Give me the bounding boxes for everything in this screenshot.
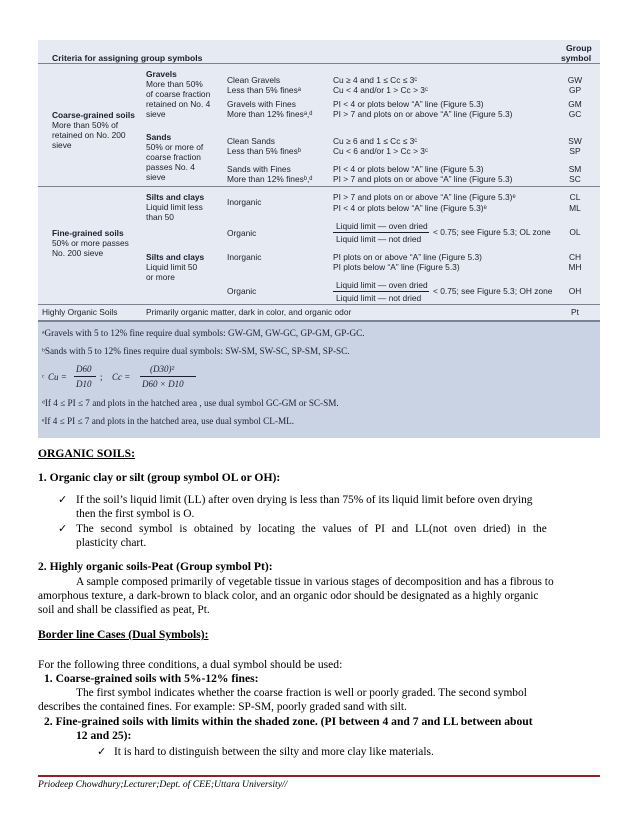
ratio-numerator: Liquid limit — oven dried [336,280,428,290]
para-organic-clay: 1. Organic clay or silt (group symbol OL or OH): [38,471,281,484]
row-criteria: PI < 4 or plots below “A” line (Figure 5.3) [333,99,484,109]
row-category: Clean Sands [227,136,275,146]
gravels-line: of coarse fraction [146,89,211,99]
row-symbol: SP [569,146,581,156]
cc-denominator: D60 × D10 [142,379,184,389]
checkmark-icon: ✓ [58,523,68,535]
table-rule [38,186,600,187]
row-criteria: Cu < 6 and/or 1 > Cc > 3ᶜ [333,146,428,156]
row-category: Clean Gravels [227,75,281,85]
uscs-table [38,40,600,322]
gravels-title: Gravels [146,69,177,79]
organic-label: Organic [227,228,257,238]
row-symbol: GM [568,99,582,109]
cu-numerator: D60 [76,364,92,374]
ratio-tail: < 0.75; see Figure 5.3; OH zone [433,286,553,296]
silts-clays-title: Silts and clays [146,192,205,202]
silts-clays-line: Liquid limit 50 [146,262,198,272]
row-criteria: Cu ≥ 6 and 1 ≤ Cc ≤ 3ᶜ [333,136,418,146]
gravels-line: More than 50% [146,79,203,89]
borderline-intro: For the following three conditions, a dual symbol should be used: [38,658,343,671]
ratio-tail: < 0.75; see Figure 5.3; OL zone [433,227,551,237]
case-2-title: 2. Fine-grained soils with limits within the shaded zone. (PI between 4 and 7 and LL between about [44,715,533,728]
case-2-title-cont: 12 and 25): [76,729,132,742]
checkmark-icon: ✓ [58,494,68,506]
table-header-criteria: Criteria for assigning group symbols [52,53,203,63]
row-symbol: OH [568,286,582,296]
cc-label: Cc = [112,372,131,382]
sands-line: passes No. 4 [146,162,195,172]
row-symbol: GW [567,75,583,85]
row-criteria: PI < 4 or plots below “A” line (Figure 5.3) [333,164,484,174]
peat-text: A sample composed primarily of vegetable tissue in various stages of decomposition and has a fibrous to [76,576,554,588]
row-symbol: Pt [571,307,579,317]
peat-text: soil and shall be classified as peat, Pt. [38,604,210,616]
row-symbol: MH [568,262,582,272]
table-rule [38,63,600,64]
row-category: Less than 5% finesᵇ [227,146,301,156]
formula-sep: ; [100,372,103,382]
checkmark-icon: ✓ [97,746,107,758]
gravels-line: retained on No. 4 [146,99,211,109]
inorganic-label: Inorganic [227,252,262,262]
row-symbol: GC [568,109,582,119]
highly-organic-desc: Primarily organic matter, dark in color, and organic odor [146,307,352,317]
row-category: More than 12% finesᵃ,ᵈ [227,109,313,119]
row-symbol: SW [568,136,582,146]
silts-clays-line: Liquid limit less [146,202,203,212]
footer-rule [38,775,600,777]
row-symbol: CL [569,192,581,202]
row-criteria: Cu ≥ 4 and 1 ≤ Cc ≤ 3ᶜ [333,75,418,85]
row-criteria: PI plots on or above “A” line (Figure 5.3) [333,252,482,262]
sands-line: 50% or more of [146,142,204,152]
case-2-text: It is hard to distinguish between the silty and more clay like materials. [114,746,434,758]
row-symbol: OL [569,227,581,237]
row-category: More than 12% finesᵇ,ᵈ [227,174,313,184]
table-rule [38,304,600,305]
coarse-line: More than 50% of [52,120,119,130]
case-1-text: The first symbol indicates whether the coarse fraction is well or poorly graded. The second symbol [76,687,527,699]
cc-bar [140,376,196,377]
row-symbol: SM [568,164,582,174]
silts-clays-title: Silts and clays [146,252,205,262]
footnote-a: ᵃGravels with 5 to 12% fine require dual symbols: GW-GM, GW-GC, GP-GM, GP-GC. [42,328,365,338]
row-criteria: PI > 7 and plots on or above “A” line (Figure 5.3) [333,174,513,184]
fine-title: Fine-grained soils [52,228,124,238]
cu-bar [74,376,96,377]
case-1-text: describes the contained fines. For example: SP-SM, poorly graded sand with silt. [38,701,407,713]
cu-denominator: D10 [76,379,92,389]
heading-borderline: Border line Cases (Dual Symbols): [38,628,209,641]
para-peat: 2. Highly organic soils-Peat (Group symbol Pt): [38,560,273,573]
gravels-line: sieve [146,109,166,119]
footnote-d: ᵈIf 4 ≤ PI ≤ 7 and plots in the hatched area , use dual symbol GC-GM or SC-SM. [42,398,339,408]
sands-title: Sands [146,132,172,142]
table-header-group: Group [566,43,592,53]
fine-line: 50% or more passes [52,238,129,248]
row-criteria: PI < 4 or plots below “A” line (Figure 5.3)ᵉ [333,203,487,213]
table-header-symbol: symbol [561,53,592,63]
cc-numerator: (D30)² [150,364,175,374]
heading-organic-soils: ORGANIC SOILS: [38,447,135,460]
coarse-line: sieve [52,140,72,150]
table-footnotes [38,322,600,438]
inorganic-label: Inorganic [227,197,262,207]
coarse-title: Coarse-grained soils [52,110,135,120]
row-criteria: PI > 7 and plots on or above “A” line (Figure 5.3)ᵉ [333,192,516,202]
cu-cc-formula [42,362,302,396]
row-category: Gravels with Fines [227,99,296,109]
silts-clays-line: than 50 [146,212,174,222]
footnote-e: ᵉIf 4 ≤ PI ≤ 7 and plots in the hatched area, use dual symbol CL-ML. [42,416,295,426]
sands-line: coarse fraction [146,152,201,162]
bullet-text: The second symbol is obtained by locating the values of PI and LL(not oven dried) in the [76,523,547,535]
ratio-denominator: Liquid limit — not dried [336,293,422,303]
ratio-bar [333,232,429,233]
row-symbol: ML [569,203,581,213]
row-criteria: Cu < 4 and/or 1 > Cc > 3ᶜ [333,85,428,95]
bullet-text: If the soil’s liquid limit (LL) after oven drying is less than 75% of its liquid limit before oven drying [76,494,533,506]
cu-label: Cu = [48,372,67,382]
row-category: Less than 5% finesᵃ [227,85,301,95]
silts-clays-line: or more [146,272,175,282]
classification-table-figure [38,40,600,438]
row-criteria: PI plots below “A” line (Figure 5.3) [333,262,460,272]
coarse-line: retained on No. 200 [52,130,126,140]
fine-line: No. 200 sieve [52,248,104,258]
row-symbol: GP [568,85,582,95]
ratio-denominator: Liquid limit — not dried [336,234,422,244]
bullet-text: plasticity chart. [76,537,147,549]
page-footer: Priodeep Chowdhury;Lecturer;Dept. of CEE;Uttara University// [38,779,288,790]
row-symbol: CH [568,252,582,262]
sands-line: sieve [146,172,166,182]
ratio-numerator: Liquid limit — oven dried [336,221,428,231]
row-category: Sands with Fines [227,164,291,174]
case-1-title: 1. Coarse-grained soils with 5%-12% fines: [44,672,259,685]
ratio-bar [333,291,429,292]
footnote-b: ᵇSands with 5 to 12% fines require dual symbols: SW-SM, SW-SC, SP-SM, SP-SC. [42,346,350,356]
formula-marker: ᶜ [42,372,45,382]
peat-text: amorphous texture, a dark-brown to black color, and an organic odor should be designated as a highly organic [38,590,539,602]
bullet-text: then the first symbol is O. [76,508,195,520]
row-symbol: SC [569,174,581,184]
row-criteria: PI > 7 and plots on or above “A” line (Figure 5.3) [333,109,513,119]
organic-label: Organic [227,286,257,296]
highly-organic-label: Highly Organic Soils [42,307,118,317]
